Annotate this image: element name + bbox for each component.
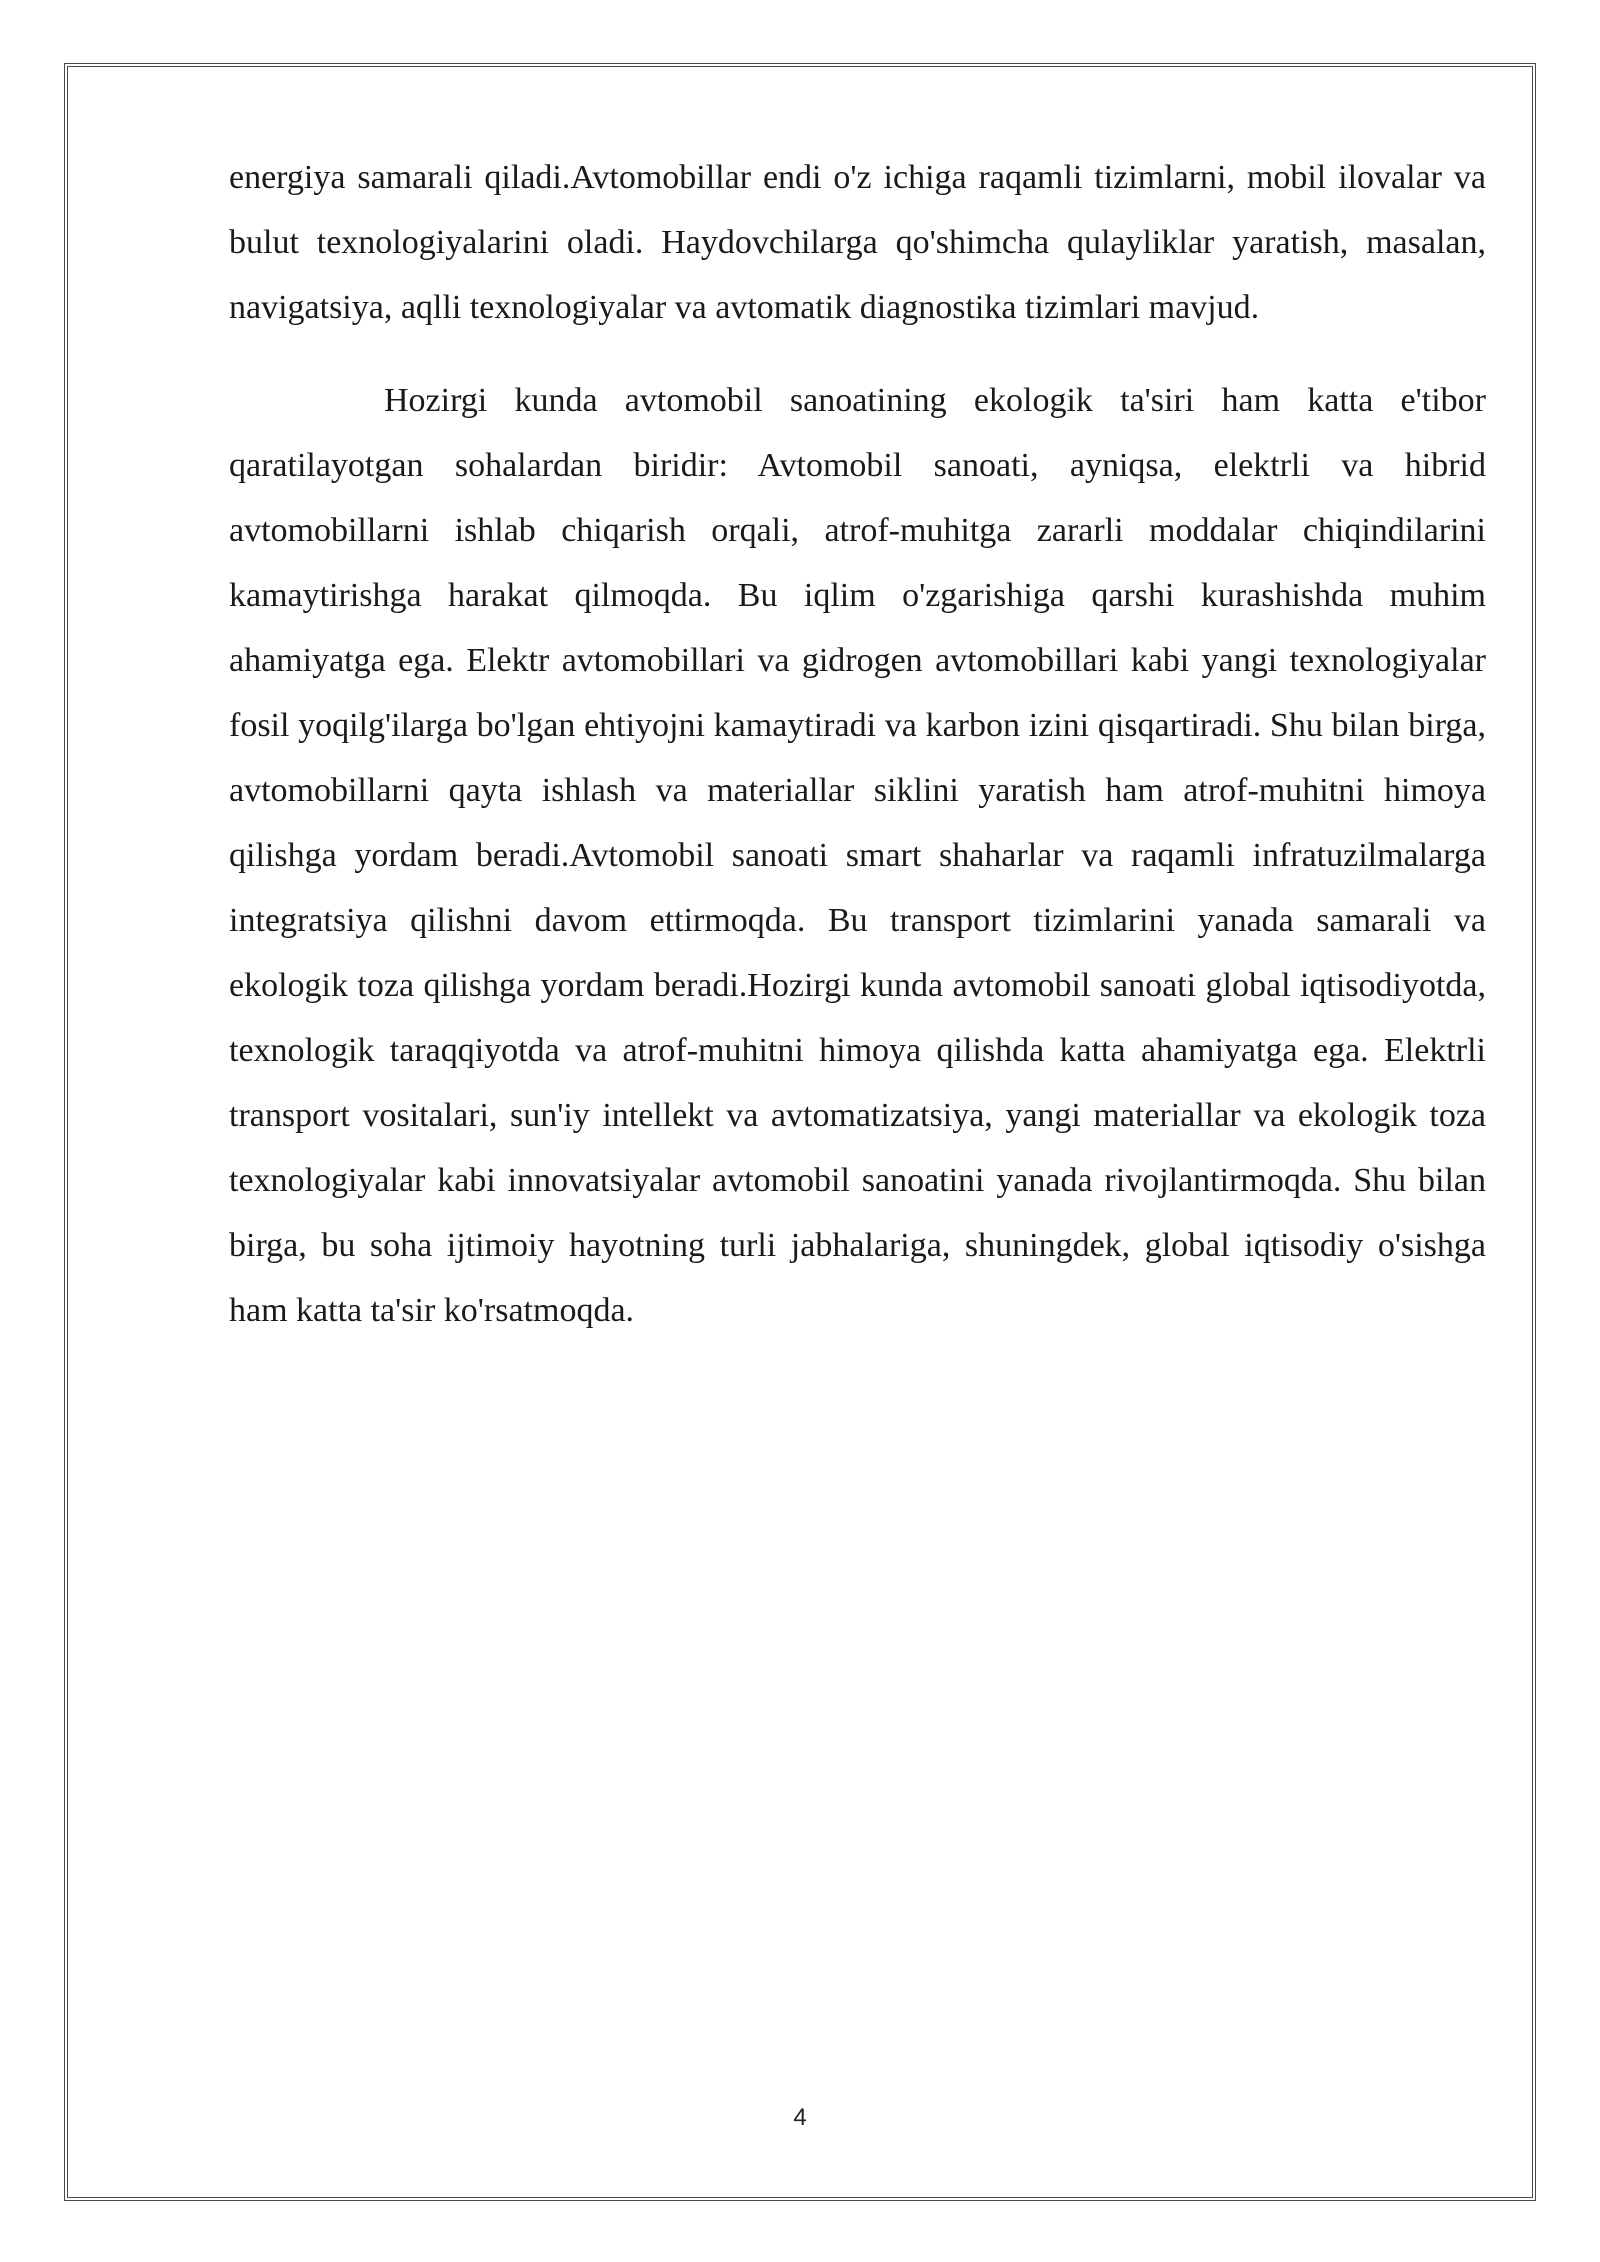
paragraph: Hozirgi kunda avtomobil sanoatining ekologik ta'siri ham katta e'tibor qaratilayotgan sohalardan biridir: Avtomobil sanoati, ayniqsa, elektrli va hibrid avtomobillarni ishlab chiqarish orqali, atrof-muhitga zararli moddalar chiqindilarini kamaytirishga harakat qilmoqda. Bu iqlim o'zgarishiga qarshi kurashishda muhim ahamiyatga ega. Elektr avtomobillari va gidrogen avtomobillari kabi yangi texnologiyalar fosil yoqilg'ilarga bo'lgan ehtiyojni kamaytiradi va karbon izini qisqartiradi. Shu bilan birga, avtomobillarni qayta ishlash va materiallar siklini yaratish ham atrof-muhitni himoya qilishga yordam beradi.Avtomobil sanoati smart shaharlar va raqamli infratuzilmalarga integratsiya qilishni davom ettirmoqda. Bu transport tizimlarini yanada samarali va ekologik toza qilishga yordam beradi.Hozirgi kunda avtomobil sanoati global iqtisodiyotda, texnologik taraqqiyotda va atrof-muhitni himoya qilishda katta ahamiyatga ega. Elektrli transport vositalari, sun'iy intellekt va avtomatizatsiya, yangi materiallar va ekologik toza texnologiyalar kabi innovatsiyalar avtomobil sanoatini yanada rivojlantirmoqda. Shu bilan birga, bu soha ijtimoiy hayotning turli jabhalariga, shuningdek, global iqtisodiy o'sishga ham katta ta'sir ko'rsatmoqda. — [229, 382, 1486, 1329]
page-number: 4 — [793, 2104, 807, 2131]
paragraph: energiya samarali qiladi.Avtomobillar endi o'z ichiga raqamli tizimlarni, mobil ilovalar va bulut texnologiyalarini oladi. Haydovchilarga qo'shimcha qulayliklar yaratish, masalan, navigatsiya, aqlli texnologiyalar va avtomatik diagnostika tizimlari mavjud. — [229, 159, 1486, 326]
document-body — [229, 145, 1486, 1343]
